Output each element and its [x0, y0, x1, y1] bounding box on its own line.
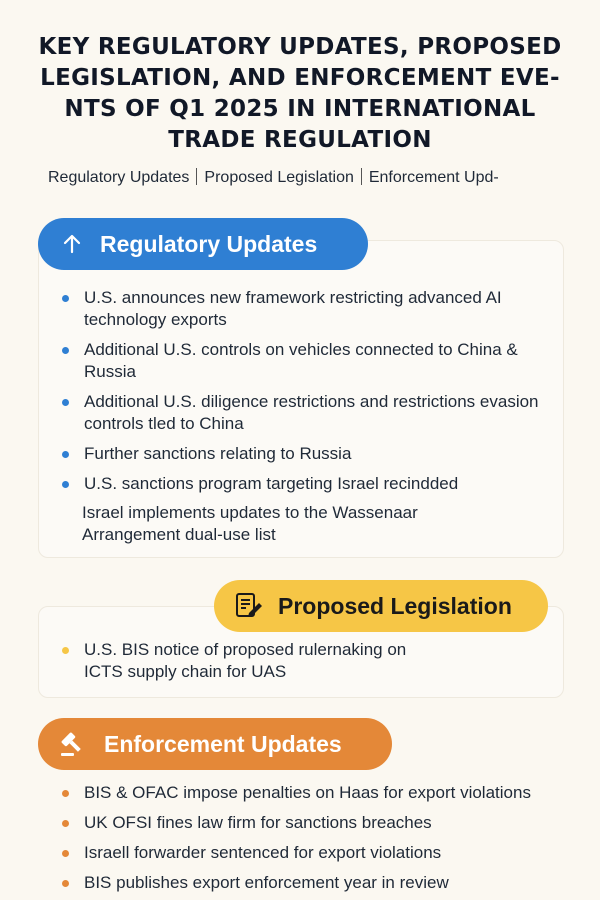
bullet-dot — [62, 295, 69, 302]
proposed-heading: Proposed Legislation — [278, 592, 512, 619]
list-item — [62, 287, 542, 331]
item-text: U.S. announces new framework restricting advanced AI technology exports — [84, 288, 502, 329]
list-item — [62, 443, 542, 465]
list-item — [62, 639, 422, 683]
item-text: Additional U.S. controls on vehicles connected to China & Russia — [84, 340, 518, 381]
item-text: BIS publishes export enforcement year in review — [84, 873, 449, 892]
item-text: Further sanctions relating to Russia — [84, 444, 352, 463]
item-text: UK OFSI fines law firm for sanctions breaches — [84, 813, 432, 832]
enforcement-heading-pill — [38, 718, 392, 770]
title-line: NTS OF Q1 2025 IN INTERNATIONAL — [64, 96, 536, 122]
list-item — [62, 782, 582, 804]
gavel-icon — [58, 729, 88, 759]
nav-divider — [361, 168, 362, 185]
list-item — [62, 391, 542, 435]
proposed-list — [62, 639, 422, 683]
bullet-dot — [62, 347, 69, 354]
list-item — [62, 812, 582, 834]
title-line: TRADE REGULATION — [168, 127, 432, 153]
bullet-dot — [62, 647, 69, 654]
bullet-dot — [62, 451, 69, 458]
item-text: Israell forwarder sentenced for export violations — [84, 843, 442, 862]
bullet-dot — [62, 820, 69, 827]
proposed-heading-pill — [214, 580, 548, 632]
nav-divider — [196, 168, 197, 185]
enforcement-heading: Enforcement Updates — [104, 730, 342, 757]
document-pencil-icon — [234, 591, 264, 621]
list-item — [62, 872, 582, 894]
bullet-dot — [62, 790, 69, 797]
nav-item-proposed[interactable]: Proposed Legislation — [204, 169, 354, 186]
page-title — [30, 32, 570, 156]
nav-item-regulatory[interactable]: Regulatory Updates — [48, 169, 190, 186]
list-item — [62, 842, 582, 864]
bullet-dot — [62, 850, 69, 857]
arrow-up-icon — [60, 232, 84, 256]
bullet-dot — [62, 880, 69, 887]
list-item — [62, 339, 542, 383]
bullet-dot — [62, 399, 69, 406]
enforcement-list — [62, 782, 582, 894]
title-line: KEY REGULATORY UPDATES, PROPOSED — [38, 34, 562, 60]
item-text: Additional U.S. diligence restrictions and restrictions evasion controls tled to China — [84, 392, 539, 433]
list-item — [62, 473, 542, 495]
title-line: LEGISLATION, AND ENFORCEMENT EVE- — [40, 65, 560, 91]
regulatory-list — [62, 287, 542, 495]
bullet-dot — [62, 481, 69, 488]
item-text: BIS & OFAC impose penalties on Haas for export violations — [84, 783, 531, 802]
regulatory-extra-text: Israel implements updates to the Wassenaar Arrangement dual-use list — [82, 503, 418, 544]
regulatory-heading-pill — [38, 218, 368, 270]
item-text: U.S. sanctions program targeting Israel recindded — [84, 474, 459, 493]
regulatory-heading: Regulatory Updates — [100, 230, 318, 257]
nav-item-enforcement[interactable]: Enforcement Upd- — [368, 169, 499, 186]
item-text: U.S. BIS notice of proposed rulernaking on ICTS supply chain for UAS — [84, 640, 407, 681]
section-nav — [48, 168, 578, 187]
